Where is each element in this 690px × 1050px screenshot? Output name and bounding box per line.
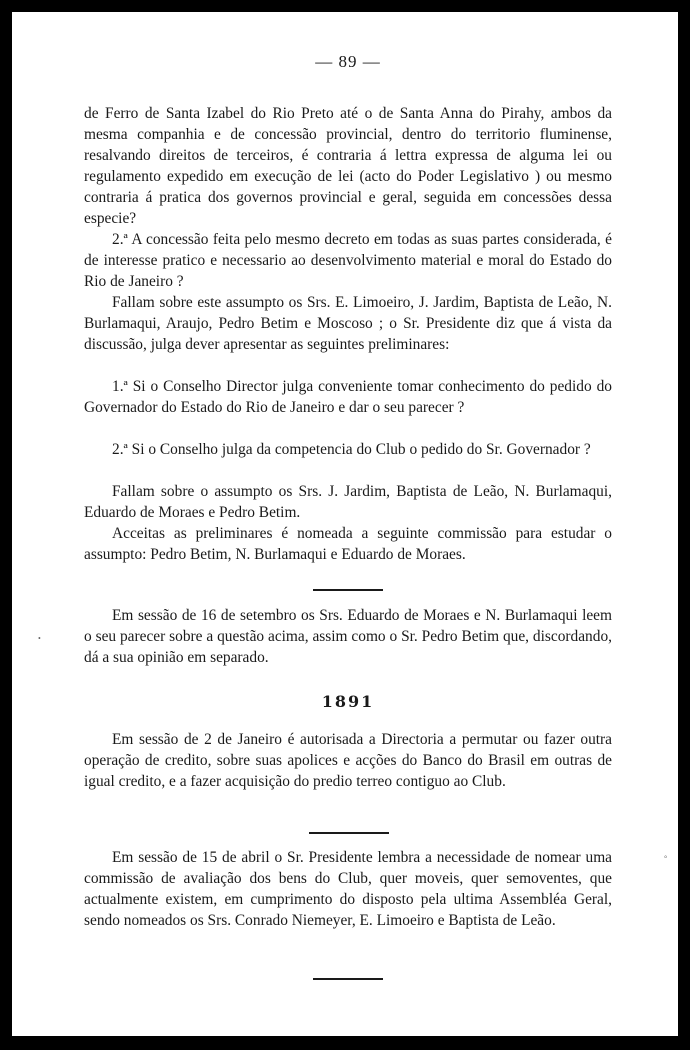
- paragraph-railway-question: de Ferro de Santa Izabel do Rio Preto até o de Santa Anna do Pirahy, ambos da mesma companhia e de concessão provincial, dentro do territorio fluminense, resalvando direitos de terceiros, é contraria á lettra expressa de alguma lei ou regulamento expedido em execução de lei (acto do Poder Legislativo ) ou mesmo contraria á pratica dos governos provincial e geral, seguida em concessões dessa especie?: [84, 105, 612, 227]
- section-divider: [313, 978, 383, 980]
- paragraph-commission-appointed: Acceitas as preliminares é nomeada a seguinte commissão para estudar o assumpto: Pedro Betim, N. Burlamaqui e Eduardo de Moraes.: [84, 525, 612, 563]
- paragraph-first-preliminary: 1.ª Si o Conselho Director julga conveniente tomar conhecimento do pedido do Governador do Estado do Rio de Janeiro e dar o seu parecer ?: [84, 378, 612, 416]
- page-number: — 89 —: [315, 52, 381, 71]
- paragraph-discussion-speakers: Fallam sobre este assumpto os Srs. E. Limoeiro, J. Jardim, Baptista de Leão, N. Burlamaqui, Araujo, Pedro Betim e Moscoso ; o Sr. Presidente diz que á vista da discussão, julga dever apresentar as seguintes preliminares:: [84, 294, 612, 353]
- paragraph-september-session: Em sessão de 16 de setembro os Srs. Eduardo de Moraes e N. Burlamaqui leem o seu parecer sobre a questão acima, assim como o Sr. Pedro Betim que, discordando, dá a sua opinião em separado.: [84, 607, 612, 666]
- paragraph-second-preliminary: 2.ª Si o Conselho julga da competencia do Club o pedido do Sr. Governador ?: [112, 441, 591, 458]
- paragraph-january-session: Em sessão de 2 de Janeiro é autorisada a Directoria a permutar ou fazer outra operação de credito, sobre suas apolices e acções do Banco do Brasil em outras de igual credito, e a fazer acquisição do predio terreo contiguo ao Club.: [84, 731, 612, 790]
- scan-speck: •: [38, 634, 41, 643]
- paragraph-second-question: 2.ª A concessão feita pelo mesmo decreto em todas as suas partes considerada, é de interesse pratico e necessario ao desenvolvimento material e moral do Estado do Rio de Janeiro ?: [84, 231, 612, 290]
- section-divider: [313, 589, 383, 591]
- paragraph-april-session: Em sessão de 15 de abril o Sr. Presidente lembra a necessidade de nomear uma commissão de avaliação dos bens do Club, quer moveis, quer semoventes, que actualmente existem, em cumprimento do disposto pela ultima Assembléa Geral, sendo nomeados os Srs. Conrado Niemeyer, E. Limoeiro e Baptista de Leão.: [84, 849, 612, 929]
- scan-speck: °: [664, 854, 668, 863]
- section-divider: [309, 832, 389, 834]
- document-page: [12, 12, 678, 1036]
- year-heading: 1891: [321, 692, 375, 711]
- paragraph-speakers-preliminaries: Fallam sobre o assumpto os Srs. J. Jardim, Baptista de Leão, N. Burlamaqui, Eduardo de Moraes e Pedro Betim.: [84, 483, 612, 521]
